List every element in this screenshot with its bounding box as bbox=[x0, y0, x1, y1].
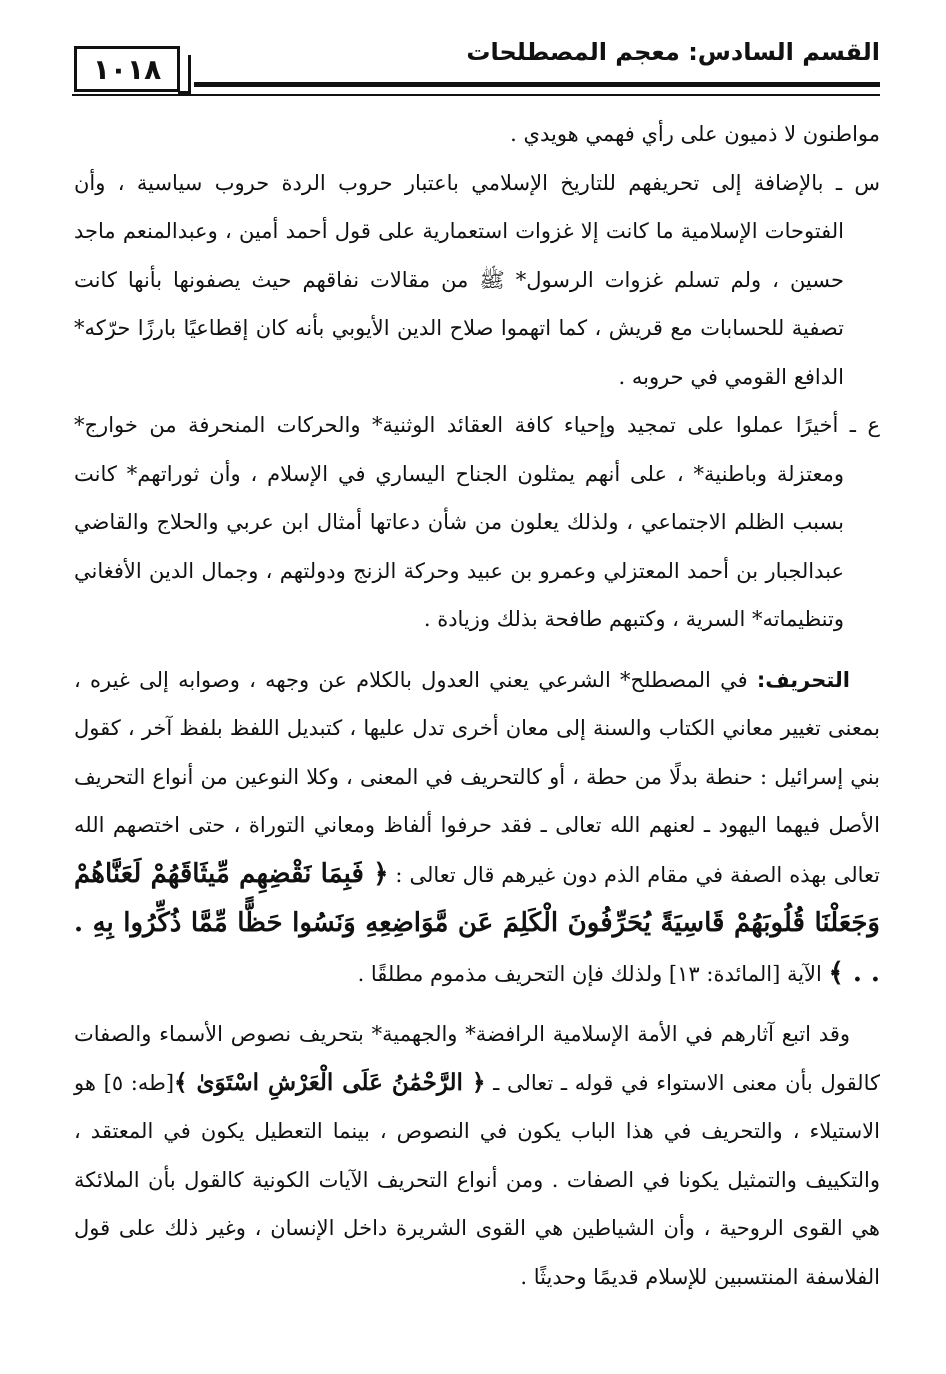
paragraph-followers bbox=[74, 1010, 880, 1301]
header-rule-thin bbox=[72, 94, 880, 96]
paragraph-continuation: مواطنون لا ذميون على رأي فهمي هويدي . bbox=[510, 122, 880, 146]
header-rule-thick bbox=[194, 82, 880, 87]
paragraph-tahrif bbox=[74, 656, 880, 999]
quran-verse-maidah: ﴿ فَبِمَا نَقْضِهِم مِّيثَاقَهُمْ لَعَنَّاهُمْ وَجَعَلْنَا قُلُوبَهُمْ قَاسِيَةً يُحَرِّفُونَ الْكَلِمَ عَن مَّوَاضِعِهِ وَنَسُوا حَظًّا مِّمَّا ذُكِّرُوا بِهِ . . . ﴾ bbox=[74, 858, 880, 988]
tahrif-definition: في المصطلح* الشرعي يعني العدول بالكلام عن وجهه ، وصوابه إلى غيره ، بمعنى تغيير معاني الكتاب والسنة إلى معان أخرى تدل عليها ، كتبديل اللفظ بلفظ آخر ، كقول بني إسرائيل : حنطة بدلًا من حطة ، أو كالتحريف في المعنى ، وكلا النوعين من أنواع التحريف الأصل فيهما اليهود ـ لعنهم الله تعالى ـ فقد حرفوا ألفاظ ومعاني التوراة ، حتى اختصهم الله تعالى بهذه الصفة في مقام الذم دون غيرهم قال تعالى : bbox=[74, 667, 880, 887]
verse-reference-maidah: الآية [المائدة: ١٣] ولذلك فإن التحريف مذموم مطلقًا . bbox=[357, 961, 829, 986]
followers-text-a: وقد اتبع آثارهم في الأمة الإسلامية الرافضة* والجهمية* بتحريف نصوص الأسماء والصفات كالقول بأن معنى الاستواء في قوله ـ تعالى ـ bbox=[74, 1022, 880, 1095]
followers-text-b: هو الاستيلاء ، والتحريف في هذا الباب يكون في النصوص ، بينما التعطيل يكون في المعتقد ، والتكييف والتمثيل يكونا في الصفات . ومن أنواع التحريف الآيات الكونية كالقول بأن الملائكة هي القوى الروحية ، وأن الشياطين هي القوى الشريرة داخل الإنسان ، وغير ذلك على قول الفلاسفة المنتسبين للإسلام قديمًا وحديثًا . bbox=[74, 1070, 880, 1289]
verse-reference-taha: [طه: ٥] bbox=[103, 1070, 175, 1095]
list-item-ain: ع ـ أخيرًا عملوا على تمجيد وإحياء كافة العقائد الوثنية* والحركات المنحرفة من خوارج* ومعتزلة وباطنية* ، على أنهم يمثلون الجناح اليساري في الإسلام ، وأن ثوراتهم* كانت بسبب الظلم الاجتماعي ، ولذلك يعلون من شأن دعاتها أمثال ابن عربي والحلاج والقاضي عبدالجبار بن أحمد المعتزلي وعمرو بن عبيد وحركة الزنج ودولتهم ، وجمال الدين الأفغاني وتنظيماته* السرية ، وكتبهم طافحة بذلك وزيادة . bbox=[74, 413, 880, 631]
quran-verse-taha: ﴿ الرَّحْمَٰنُ عَلَى الْعَرْشِ اسْتَوَىٰ ﴾ bbox=[174, 1068, 486, 1096]
page-number: ١٠١٨ bbox=[74, 46, 180, 92]
body-text bbox=[74, 110, 880, 1301]
section-title: القسم السادس: معجم المصطلحات bbox=[466, 38, 880, 66]
page-header bbox=[72, 36, 880, 94]
term-heading: التحريف: bbox=[756, 667, 850, 692]
list-item-seen: س ـ بالإضافة إلى تحريفهم للتاريخ الإسلامي باعتبار حروب الردة حروب سياسية ، وأن الفتوحات الإسلامية ما كانت إلا غزوات استعمارية على قول أحمد أمين ، وعبدالمنعم ماجد حسين ، ولم تسلم غزوات الرسول* ﷺ من مقالات نفاقهم حيث يصفونها بأنها كانت تصفية للحسابات مع قريش ، كما اتهموا صلاح الدين الأيوبي بأنه كان إقطاعيًا بارزًا حرّكه* الدافع القومي في حروبه . bbox=[74, 170, 880, 389]
